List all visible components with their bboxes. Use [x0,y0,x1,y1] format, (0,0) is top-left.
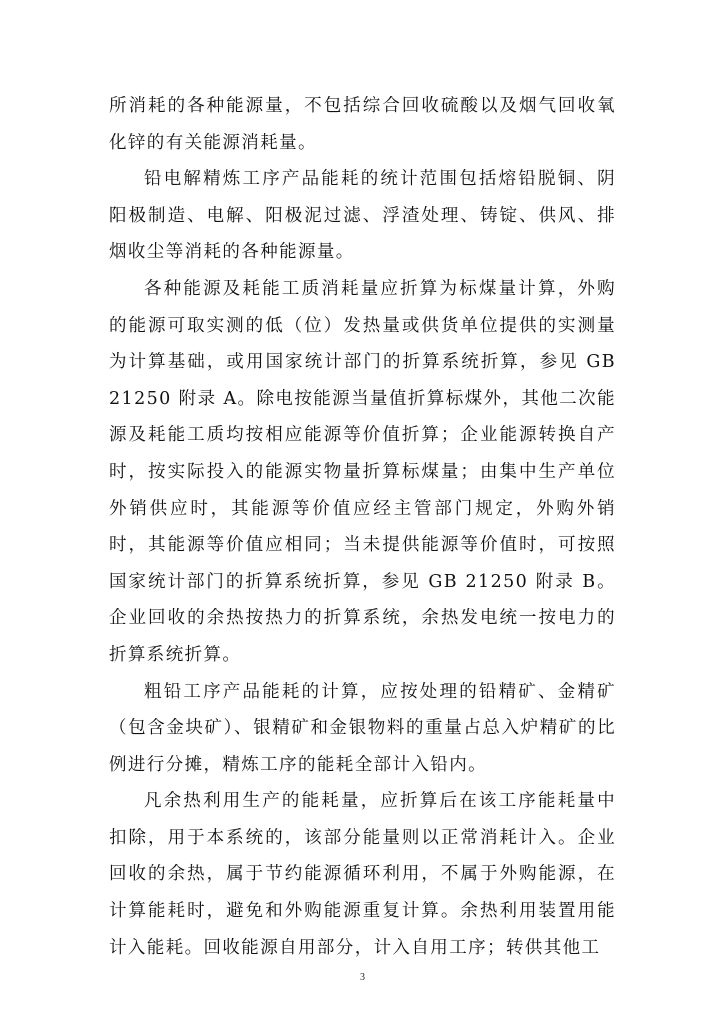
paragraph: 各种能源及耗能工质消耗量应折算为标煤量计算，外购的能源可取实测的低（位）发热量或供货单位提供的实测量为计算基础，或用国家统计部门的折算系统折算，参见 GB 21250 附录 A。除电按能源当量值折算标煤外，其他二次能源及耗能工质均按相应能源等价值折算；企业能源转换自产时，按实际投入的能源实物量折算标煤量；由集中生产单位外销供应时，其能源等价值应经主管部门规定，外购外销时，其能源等价值应相同；当未提供能源等价值时，可按照国家统计部门的折算系统折算，参见 GB 21250 附录 B。企业回收的余热按热力的折算系统，余热发电统一按电力的折算系统折算。 [109,278,616,665]
paragraph: 粗铅工序产品能耗的计算，应按处理的铅精矿、金精矿（包含金块矿）、银精矿和金银物料的重量占总入炉精矿的比例进行分摊，精炼工序的能耗全部计入铅内。 [109,681,616,775]
document-body [109,88,616,966]
paragraph: 铅电解精炼工序产品能耗的统计范围包括熔铅脱铜、阴阳极制造、电解、阳极泥过滤、浮渣处理、铸锭、供风、排烟收尘等消耗的各种能源量。 [109,169,616,263]
paragraph: 所消耗的各种能源量，不包括综合回收硫酸以及烟气回收氧化锌的有关能源消耗量。 [109,96,616,153]
paragraph: 凡余热利用生产的能耗量，应折算后在该工序能耗量中扣除，用于本系统的，该部分能量则以正常消耗计入。企业回收的余热，属于节约能源循环利用，不属于外购能源，在计算能耗时，避免和外购能源重复计算。余热利用装置用能计入能耗。回收能源自用部分，计入自用工序；转供其他工 [109,791,616,958]
page-number: 3 [360,972,365,983]
